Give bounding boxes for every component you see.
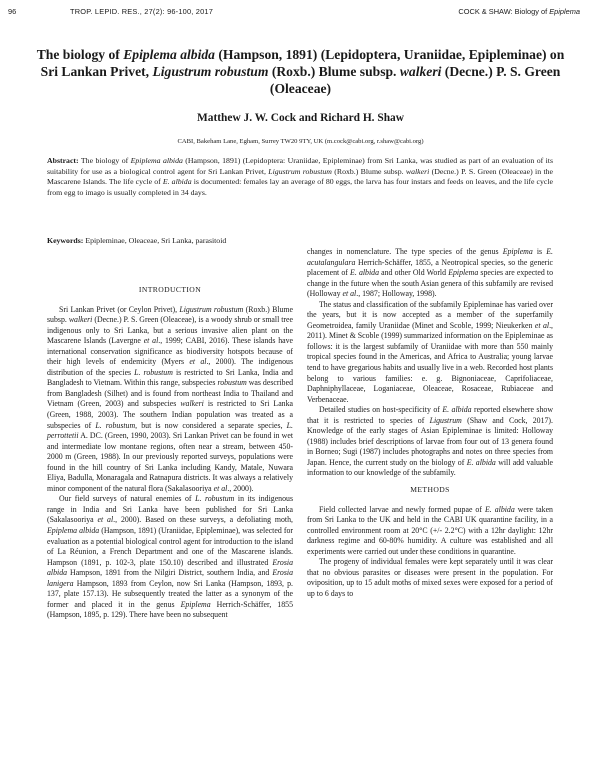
left-column (47, 285, 293, 621)
authors: Matthew J. W. Cock and Richard H. Shaw (197, 112, 404, 124)
article-title: The biology of Epiplema albida (Hampson, 1891) (Lepidoptera, Uraniidae, Epipleminae) on Sri Lankan Privet, Ligustrum robustum (Roxb.) Blume subsp. walkeri (Decne.) P. S. Green (Oleaceae) (36, 47, 565, 96)
journal-citation: TROP. LEPID. RES., 27(2): 96-100, 2017 (70, 7, 214, 16)
page-number: 96 (8, 7, 17, 16)
abstract: Abstract: The biology of Epiplema albida (Hampson, 1891) (Lepidoptera: Uraniidae, Epipleminae) from Sri Lanka, was studied as part of an evaluation of its suitability for use as a biological control agent for Sri Lankan Privet, Ligustrum robustum (Roxb.) Blume subsp. walkeri (Decne.) P. S. Green (Oleaceae) in the Mascarene Islands. The life cycle of E. albida is documented: females lay an average of 80 eggs, the larva has four instars and feeds on leaves, and the life cycle from egg to imago is usually completed in 34 days. (47, 156, 554, 197)
intro-paragraph-5: Detailed studies on host-specificity of E. albida reported elsewhere show that it is restricted to species of Ligustrum (Shaw and Cock, 2017). Knowledge of the early stages of Asian Epipleminae is limited: Holloway (1988) includes brief descriptions of larvae from four out of 13 genera found in Borneo; Sugi (1987) includes photographs and notes on three species from Japan. Hence, the current study on the biology of E. albida will add valuable information to our knowledge of the subfamily. (307, 405, 553, 478)
introduction-heading: INTRODUCTION (138, 285, 202, 294)
methods-paragraph-1: Field collected larvae and newly formed pupae of E. albida were taken from Sri Lanka to the UK and held in the CABI UK quarantine facility, in a controlled environment room at 20°C (+/- 2.2°C) with a 12hr daylight: 12hr darkness regime and 60-80% humidity. A culture was established and all experiments were carried out under these conditions in quarantine. (307, 504, 553, 556)
running-header (0, 7, 600, 23)
intro-paragraph-3: changes in nomenclature. The type species of the genus Epiplema is E. acutalangulara Herrich-Schäffer, 1855, a Neotropical species, so the generic placement of E. albida and other Old World Epiplema species are expected to change in the future when the south Asian genera of this subfamily are revised (Holloway et al., 1987; Holloway, 1998). (307, 247, 554, 299)
intro-paragraph-4: The status and classification of the subfamily Epipleminae has varied over the years, but it is now accepted as a member of the superfamily Geometroidea, family Uraniidae (Minet and Scoble, 1999; Nieukerken et al., 2011). Minet & Scoble (1999) summarized information on the Epipleminae as follows: it is the largest subfamily of Uraniidae with more than 550 mainly tropical species found in the Americas, and Africa to Australia; young larvae tend to have gregarious habits and usually live in a web. Recorded host plants belong to various families: e. g. Bignoniaceae, Caprifoliaceae, Daphniphyllaceae, Loganiaceae, Oleaceae, Rosaceae, Rubiaceae and Verbenaceae. (307, 299, 553, 404)
methods-paragraph-2: The progeny of individual females were kept separately until it was clear that no obvious parasites or diseases were present in the population. For oviposition, up to 15 adult moths of mixed sexes were exposed for a period of up to 6 days to (307, 557, 553, 598)
methods-heading: METHODS (410, 485, 450, 495)
intro-paragraph-2: Our field surveys of natural enemies of L. robustum in its indigenous range in India and Sri Lanka have been published for Sri Lanka (Sakalasooriya et al., 2000). Based on these surveys, a defoliating moth, Epiplema albida (Hampson, 1891) (Uraniidae, Epipleminae), was selected for evaluation as a potential biological control agent for introduction to the island of La Réunion, a French Department and one of the Mascarene islands. Hampson (1891, p. 102-3, plate 150.10) described and illustrated Erosia albida Hampson, 1891 from the Nilgiri District, southern India, and Erosia lanigera Hampson, 1893 from Ceylon, now Sri Lanka (Hampson, 1893, p. 137, plate 157.13). He subsequently treated the latter as a synonym of the former and placed it in the genus Epiplema Herrich-Schäffer, 1855 (Hampson, 1895, p. 129). There have been no subsequent (47, 494, 293, 620)
keywords: Keywords: Epipleminae, Oleaceae, Sri Lanka, parasitoid (47, 236, 227, 245)
running-title: COCK & SHAW: Biology of Epiplema (458, 7, 580, 16)
intro-paragraph-1: Sri Lankan Privet (or Ceylon Privet), Ligustrum robustum (Roxb.) Blume subsp. walkeri (Decne.) P. S. Green (Oleaceae), is a woody shrub or small tree indigenous only to Sri Lanka, but a serious invasive alien plant on the Mascarene Islands (Lavergne et al., 1999; CABI, 2016). These islands have international conservation significance as biodiversity hotspots because of their high levels of endemicity (Myers et al., 2000). The indigenous distribution of the species L. robustum is restricted to Sri Lanka, India and Bangladesh to Vietnam. Within this range, subspecies robustum was described from Bangladesh (Silhet) and is found from northeast India to Thailand and Vietnam (Green, 2003) and subspecies walkeri is restricted to Sri Lanka (Green, 1988, 2003). The southern Indian population was treated as a subspecies of L. robustum, but is now considered a separate species, L. perrottetii A. DC. (Green, 1990, 2003). Sri Lankan Privet can be found in wet and intermediate low montane regions, often near a stream, between 450-2000 m (Green, 1988). In our previously reported surveys, populations were found in the hill country of Sri Lanka including Kandy, Matale, Nuwara Eliya, Badulla, Monaragala and Ratnapura districts. It was always a relatively minor component of the natural flora (Sakalasooriya et al., 2000). (47, 304, 294, 493)
right-column (307, 247, 553, 600)
affiliation: CABI, Bakeham Lane, Egham, Surrey TW20 9TY, UK (m.cock@cabi.org, r.shaw@cabi.org) (177, 138, 424, 145)
